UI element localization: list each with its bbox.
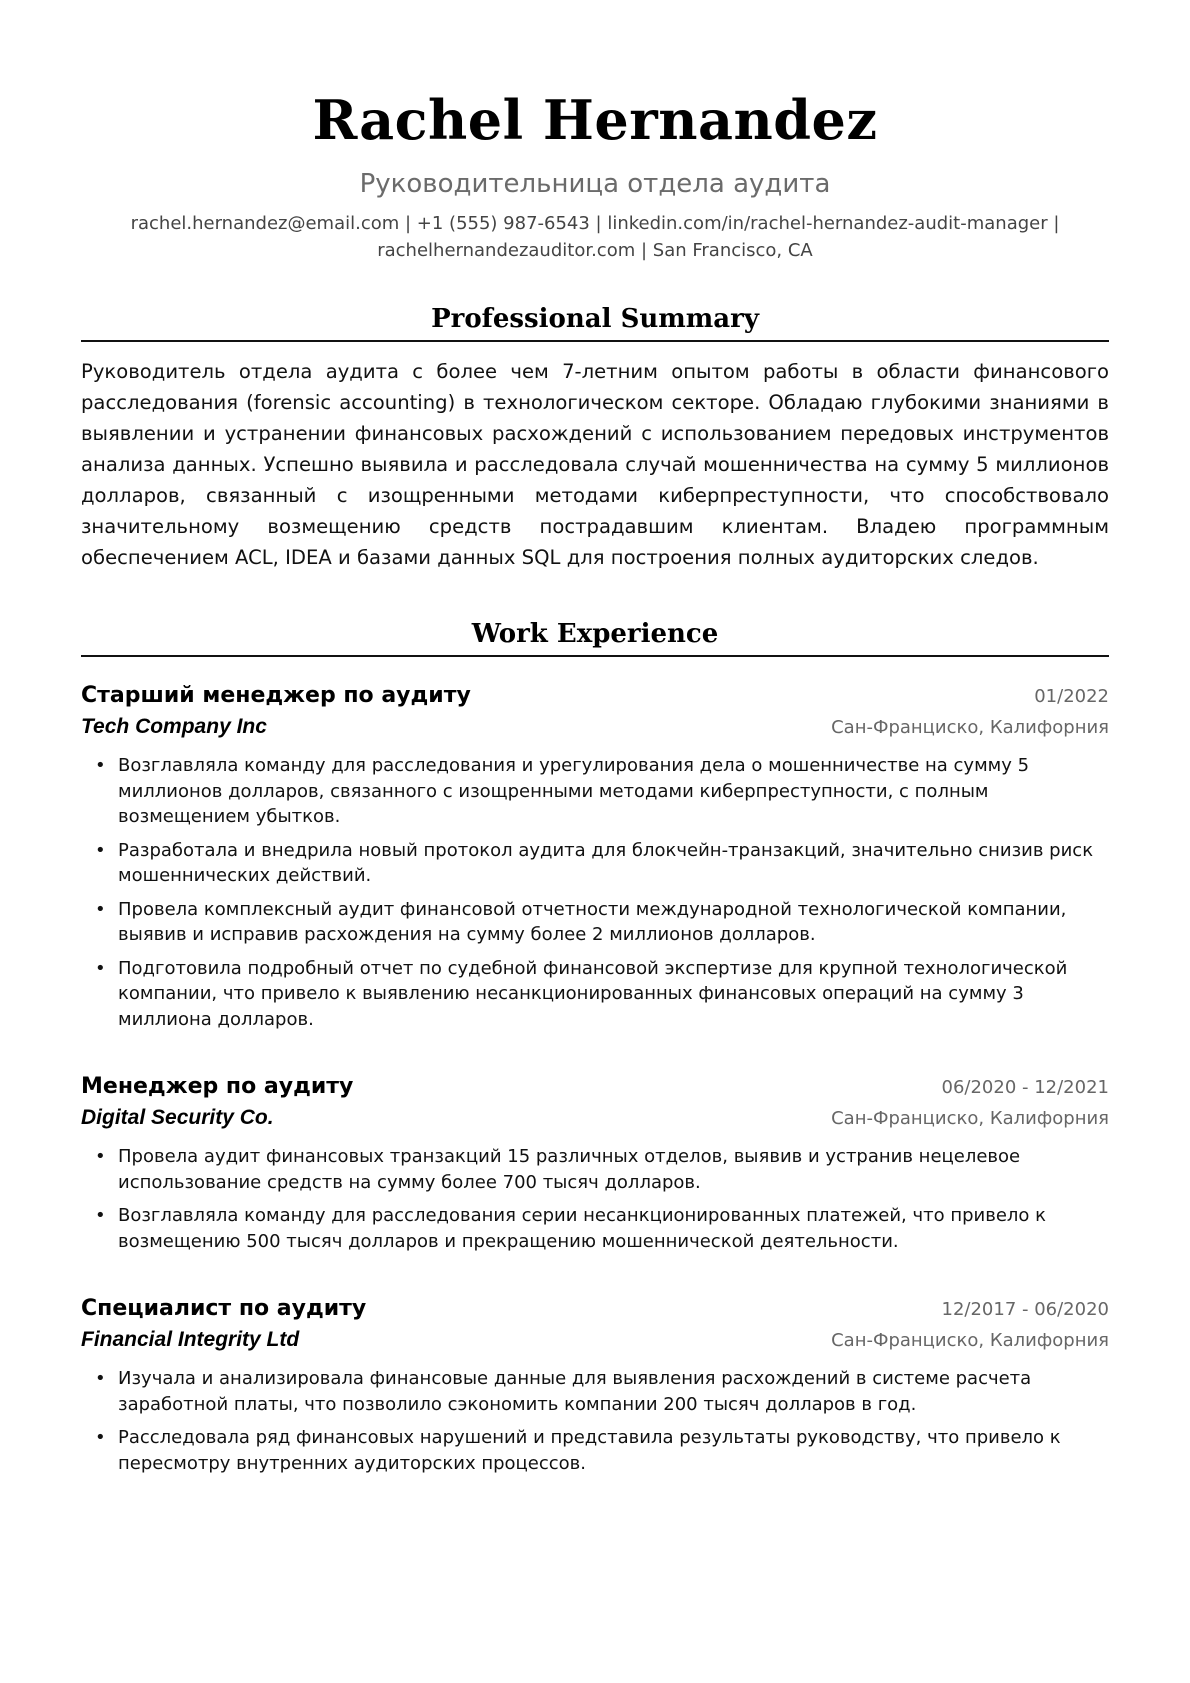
job-title: Старший менеджер по аудиту xyxy=(81,683,471,708)
job-location: Сан-Франциско, Калифорния xyxy=(831,1108,1109,1129)
job-bullet: • Подготовила подробный отчет по судебной финансовой экспертизе для крупной технологической компании, что привело к выявлению несанкционированных финансовых операций на сумму 3 миллиона долларов. xyxy=(81,956,1109,1033)
contact-line-2: rachelhernandezauditor.com | San Francisco, CA xyxy=(377,240,813,261)
work-experience-heading: Work Experience xyxy=(471,619,719,649)
candidate-name: Rachel Hernandez xyxy=(312,88,878,152)
job-date: 06/2020 - 12/2021 xyxy=(941,1077,1109,1098)
job-location: Сан-Франциско, Калифорния xyxy=(831,717,1109,738)
job-date: 01/2022 xyxy=(1034,686,1109,707)
job-title: Менеджер по аудиту xyxy=(81,1074,354,1099)
job-header xyxy=(81,1294,1109,1324)
resume-header xyxy=(81,0,1109,264)
job-bullets xyxy=(81,1144,1109,1254)
summary-heading: Professional Summary xyxy=(431,304,759,334)
job-subheader xyxy=(81,1104,1109,1132)
contact-line-1: rachel.hernandez@email.com | +1 (555) 987-6543 | linkedin.com/in/rachel-hernandez-audit-manager | xyxy=(130,213,1060,234)
job-bullet: • Возглавляла команду для расследования серии несанкционированных платежей, что привело к возмещению 500 тысяч долларов и прекращению мошеннической деятельности. xyxy=(81,1203,1109,1254)
job-bullets xyxy=(81,1366,1109,1476)
job-subheader xyxy=(81,713,1109,741)
job-bullet: • Провела комплексный аудит финансовой отчетности международной технологической компании, выявив и исправив расхождения на сумму более 2 миллионов долларов. xyxy=(81,897,1109,948)
job-bullet: • Провела аудит финансовых транзакций 15 различных отделов, выявив и устранив нецелевое использование средств на сумму более 700 тысяч долларов. xyxy=(81,1144,1109,1195)
job-bullet: • Расследовала ряд финансовых нарушений и представила результаты руководству, что привело к пересмотру внутренних аудиторских процессов. xyxy=(81,1425,1109,1476)
company-name: Tech Company Inc xyxy=(81,715,267,738)
job-title: Специалист по аудиту xyxy=(81,1296,367,1321)
contact-info xyxy=(81,210,1109,264)
candidate-headline: Руководительница отдела аудита xyxy=(359,169,831,199)
company-name: Financial Integrity Ltd xyxy=(81,1328,300,1351)
job-entry xyxy=(81,1072,1109,1254)
section-divider xyxy=(81,655,1109,657)
section-divider xyxy=(81,340,1109,342)
job-header xyxy=(81,681,1109,711)
job-bullets xyxy=(81,753,1109,1032)
company-name: Digital Security Co. xyxy=(81,1106,274,1129)
job-header xyxy=(81,1072,1109,1102)
job-entry xyxy=(81,1294,1109,1476)
job-entry xyxy=(81,681,1109,1032)
job-location: Сан-Франциско, Калифорния xyxy=(831,1330,1109,1351)
job-bullet: • Разработала и внедрила новый протокол аудита для блокчейн-транзакций, значительно снизив риск мошеннических действий. xyxy=(81,838,1109,889)
work-experience-section xyxy=(81,617,1109,1476)
job-subheader xyxy=(81,1326,1109,1354)
job-date: 12/2017 - 06/2020 xyxy=(941,1299,1109,1320)
summary-text: Руководитель отдела аудита с более чем 7-летним опытом работы в области финансового расследования (forensic accounting) в технологическом секторе. Обладаю глубокими знаниями в выявлении и устранении финансовых расхождений с использованием передовых инструментов анализа данных. Успешно выявила и расследовала случай мошенничества на сумму 5 миллионов долларов, связанный с изощренными методами киберпреступности, что способствовало значительному возмещению средств пострадавшим клиентам. Владею программным обеспечением ACL, IDEA и базами данных SQL для построения полных аудиторских следов. xyxy=(81,360,1109,569)
summary-section xyxy=(81,302,1109,573)
job-bullet: • Изучала и анализировала финансовые данные для выявления расхождений в системе расчета заработной платы, что позволило сэкономить компании 200 тысяч долларов в год. xyxy=(81,1366,1109,1417)
job-bullet: • Возглавляла команду для расследования и урегулирования дела о мошенничестве на сумму 5 миллионов долларов, связанного с изощренными методами киберпреступности, с полным возмещением убытков. xyxy=(81,753,1109,830)
